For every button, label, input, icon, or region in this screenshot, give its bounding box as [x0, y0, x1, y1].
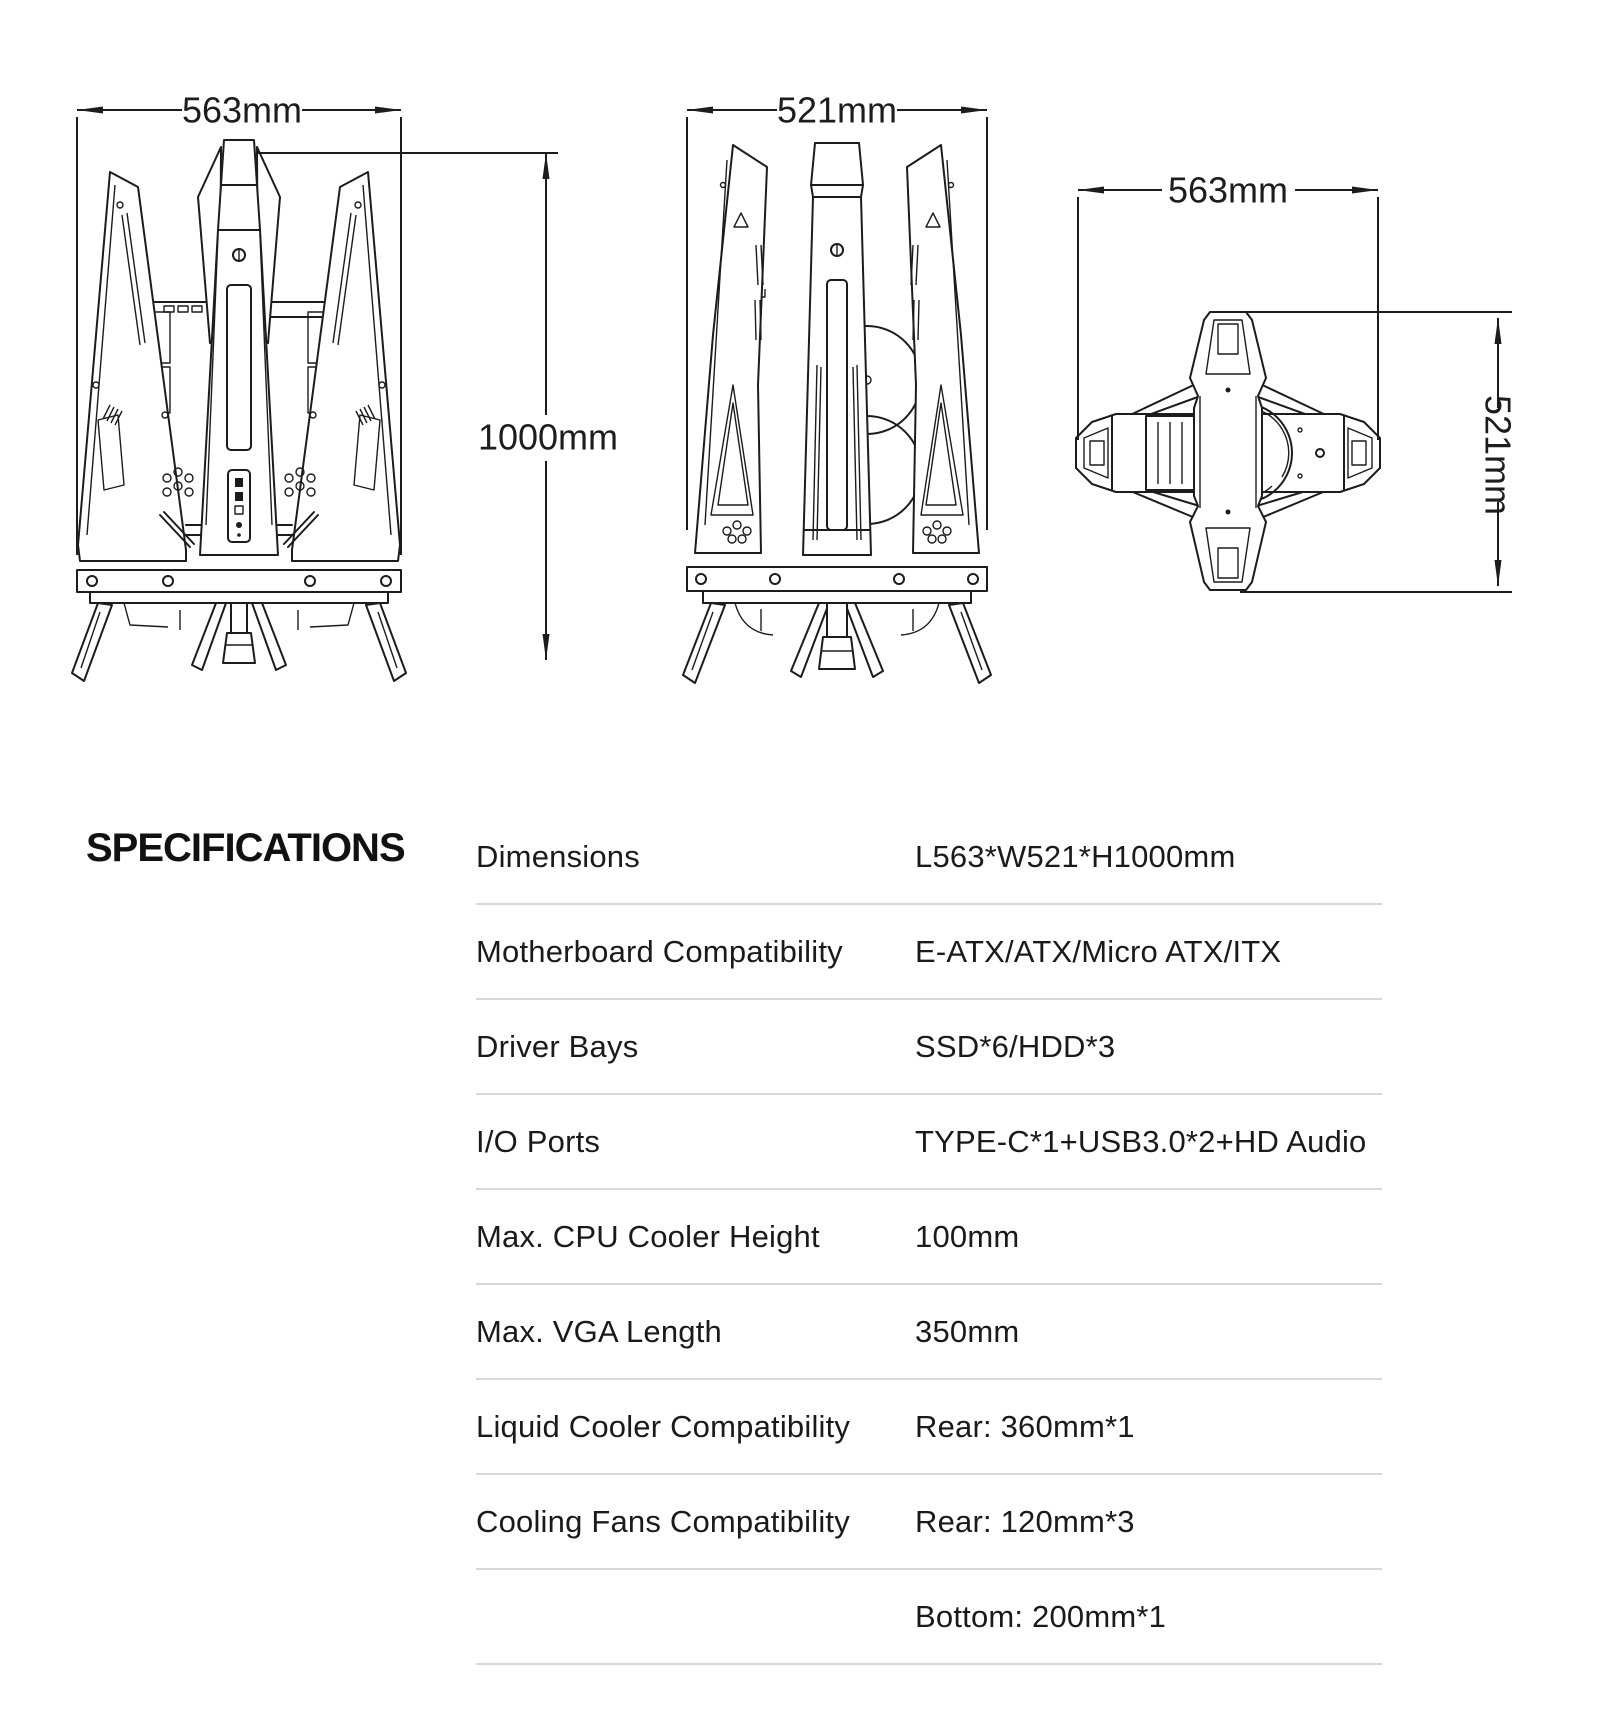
- spec-row-dimensions: [476, 810, 1382, 905]
- top-spine: [1190, 312, 1266, 590]
- side-center-tower: [803, 143, 871, 555]
- front-height-dimension-label: 1000mm: [477, 416, 619, 458]
- spec-label: Max. CPU Cooler Height: [476, 1218, 820, 1254]
- spec-row-liquid-cooler: [476, 1380, 1382, 1475]
- front-width-dimension-label: 563mm: [181, 89, 303, 131]
- spec-row-motherboard: [476, 905, 1382, 1000]
- spec-row-cooling-fans-rear: [476, 1475, 1382, 1570]
- spec-value: SSD*6/HDD*3: [915, 1028, 1116, 1064]
- spec-label: Driver Bays: [476, 1028, 639, 1064]
- spec-label: I/O Ports: [476, 1123, 601, 1159]
- spec-value: Rear: 360mm*1: [915, 1408, 1135, 1444]
- spec-label: Max. VGA Length: [476, 1313, 722, 1349]
- spec-row-cooling-fans-bottom: [476, 1570, 1382, 1665]
- side-view-drawing: [615, 85, 995, 700]
- side-legs: [683, 603, 991, 683]
- spec-value: E-ATX/ATX/Micro ATX/ITX: [915, 933, 1282, 969]
- front-left-wing: [78, 172, 194, 561]
- spec-row-vga-length: [476, 1285, 1382, 1380]
- specifications-title: SPECIFICATIONS: [86, 826, 405, 870]
- spec-value: Rear: 120mm*3: [915, 1503, 1135, 1539]
- spec-value: L563*W521*H1000mm: [915, 838, 1236, 874]
- side-base-platform: [687, 567, 987, 603]
- top-depth-dimension-label: 521mm: [1477, 394, 1519, 516]
- spec-label: Liquid Cooler Compatibility: [476, 1408, 851, 1444]
- spec-value: TYPE-C*1+USB3.0*2+HD Audio: [915, 1123, 1367, 1159]
- side-width-dimension-label: 521mm: [776, 89, 898, 131]
- front-right-wing: [284, 172, 400, 561]
- top-width-dimension-label: 563mm: [1167, 169, 1289, 211]
- specifications-table: [476, 810, 1382, 1665]
- side-right-wing: [907, 145, 979, 553]
- front-base-platform: [77, 570, 401, 603]
- spec-label: Dimensions: [476, 838, 640, 874]
- front-view-drawing: [60, 85, 619, 700]
- side-left-wing: [695, 145, 767, 553]
- spec-row-cpu-cooler-height: [476, 1190, 1382, 1285]
- spec-row-driver-bays: [476, 1000, 1382, 1095]
- spec-label: Cooling Fans Compatibility: [476, 1503, 850, 1539]
- spec-value: 100mm: [915, 1218, 1020, 1254]
- spec-value: 350mm: [915, 1313, 1020, 1349]
- spec-value: Bottom: 200mm*1: [915, 1598, 1167, 1634]
- top-view-drawing: [1000, 150, 1560, 610]
- spec-label: Motherboard Compatibility: [476, 933, 843, 969]
- front-legs: [72, 603, 406, 681]
- spec-row-io-ports: [476, 1095, 1382, 1190]
